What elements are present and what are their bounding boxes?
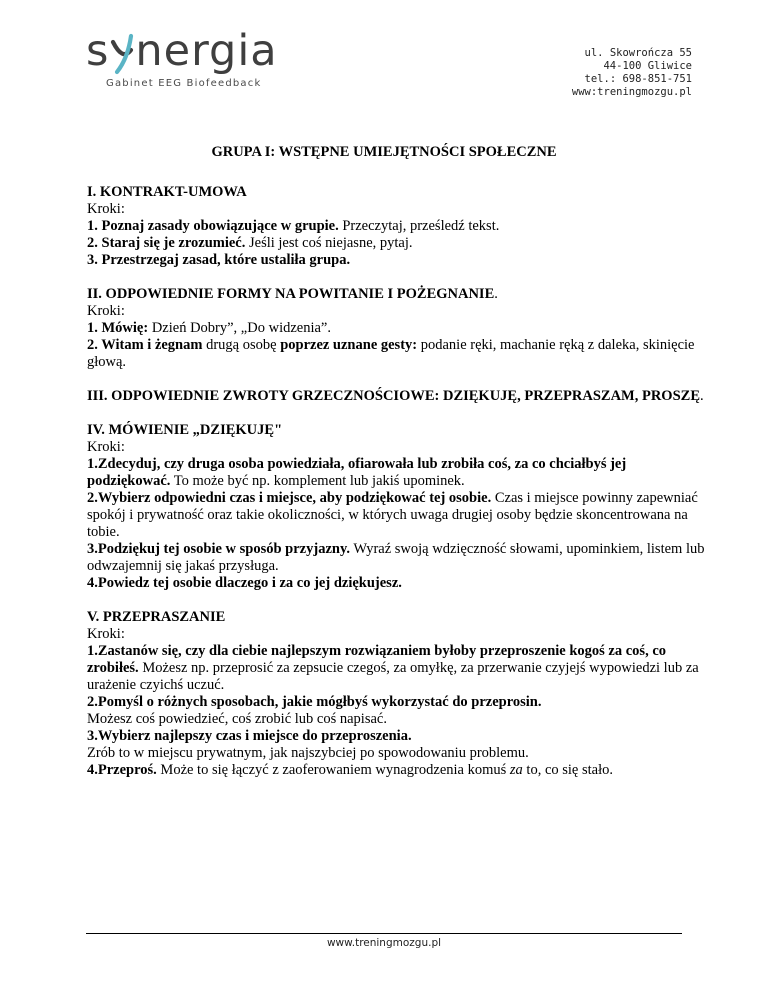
section-heading-line xyxy=(87,286,707,303)
section xyxy=(87,422,707,592)
section-line xyxy=(87,201,707,218)
section xyxy=(87,388,707,405)
phone-number: tel.: 698-851-751 xyxy=(584,73,692,85)
section-line xyxy=(87,541,707,575)
text: Kroki: xyxy=(87,626,125,642)
section-line xyxy=(87,694,707,711)
bold-text: 2.Wybierz odpowiedni czas i miejsce, aby podziękować tej osobie. xyxy=(87,490,492,506)
bold-text: 1. Mówię: xyxy=(87,320,149,336)
bold-text: poprzez uznane gesty: xyxy=(280,337,418,353)
text: Czas i miejsce powinny zapewniać spokój i prywatność oraz takie okoliczności, w których uwaga drugiej osoby będzie skoncentrowana na tobie. xyxy=(87,490,698,540)
document-title: GRUPA I: WSTĘPNE UMIEJĘTNOŚCI SPOŁECZNE xyxy=(211,144,557,160)
text: Kroki: xyxy=(87,201,125,217)
section xyxy=(87,609,707,779)
section-line xyxy=(87,728,707,745)
bold-text: 3.Podziękuj tej osobie w sposób przyjazny. xyxy=(87,541,351,557)
section-line xyxy=(87,762,707,779)
bold-text: 4.Przeproś. xyxy=(87,762,157,778)
text: Przeczytaj, prześledź tekst. xyxy=(338,218,500,234)
bold-text: I. KONTRAKT-UMOWA xyxy=(87,184,247,200)
text: Wyraź swoją wdzięczność słowami, upominkiem, listem lub odwzajemnij się jakaś przysługa. xyxy=(87,541,705,574)
text: Dzień Dobry”, „Do widzenia”. xyxy=(148,320,331,336)
section-line xyxy=(87,252,707,269)
logo-subtitle: Gabinet EEG Biofeedback xyxy=(106,78,262,89)
address-city: 44-100 Gliwice xyxy=(603,60,692,72)
footer-divider xyxy=(86,933,682,934)
section-line xyxy=(87,218,707,235)
text: Zrób to w miejscu prywatnym, jak najszybciej po spowodowaniu problemu. xyxy=(87,745,529,761)
section-line xyxy=(87,711,707,728)
bold-text: V. PRZEPRASZANIE xyxy=(87,609,226,625)
address-street: ul. Skowrończa 55 xyxy=(584,47,692,59)
section-line xyxy=(87,626,707,643)
text: . xyxy=(700,388,704,404)
bold-text: 1.Zastanów się, czy dla ciebie najlepszym rozwiązaniem byłoby przeproszenie kogoś za coś, co zrobiłeś. xyxy=(87,643,667,676)
section-line xyxy=(87,456,707,490)
section-line xyxy=(87,643,707,694)
bold-text: IV. MÓWIENIE „DZIĘKUJĘ" xyxy=(87,422,283,438)
text: Możesz coś powiedzieć, coś zrobić lub coś napisać. xyxy=(87,711,387,727)
section-line xyxy=(87,235,707,252)
section xyxy=(87,184,707,269)
text: . xyxy=(494,286,498,302)
bold-text: 2. Staraj się je zrozumieć. xyxy=(87,235,246,251)
section-line xyxy=(87,439,707,456)
section-heading-line xyxy=(87,609,707,626)
section-line xyxy=(87,320,707,337)
section-heading-line xyxy=(87,388,707,405)
text: Kroki: xyxy=(87,303,125,319)
bold-text: 3. Przestrzegaj zasad, które ustaliła grupa. xyxy=(87,252,351,268)
bold-text: 1.Zdecyduj, czy druga osoba powiedziała, ofiarowała lub zrobiła coś, za co chciałbyś jej podziękować. xyxy=(87,456,627,489)
bold-text: II. ODPOWIEDNIE FORMY NA POWITANIE I POŻEGNANIE xyxy=(87,286,495,302)
bold-text: 4.Powiedz tej osobie dlaczego i za co jej dziękujesz. xyxy=(87,575,402,591)
text: to, co się stało. xyxy=(522,762,614,778)
text: podanie ręki, machanie ręką z daleka, skinięcie głową. xyxy=(87,337,695,370)
website-link[interactable]: www:treningmozgu.pl xyxy=(571,86,692,98)
section xyxy=(87,286,707,371)
bold-text: 2.Pomyśl o różnych sposobach, jakie mógłbyś wykorzystać do przeprosin. xyxy=(87,694,542,710)
section-line xyxy=(87,575,707,592)
bold-text: 1. Poznaj zasady obowiązujące w grupie. xyxy=(87,218,339,234)
bold-text: III. ODPOWIEDNIE ZWROTY GRZECZNOŚCIOWE: DZIĘKUJĘ, PRZEPRASZAM, PROSZĘ xyxy=(87,388,700,404)
text: Kroki: xyxy=(87,439,125,455)
text: za xyxy=(509,762,523,778)
document-body xyxy=(87,184,707,796)
section-line xyxy=(87,337,707,371)
logo-wordmark-rest: nergia xyxy=(135,26,278,76)
footer-website[interactable]: www.treningmozgu.pl xyxy=(326,937,442,949)
section-heading-line xyxy=(87,184,707,201)
logo-wordmark-s: s xyxy=(86,26,110,76)
synergia-logo xyxy=(86,26,286,98)
text: Jeśli jest coś niejasne, pytaj. xyxy=(245,235,413,251)
logo-wave-icon xyxy=(109,28,139,80)
section-line xyxy=(87,303,707,320)
bold-text: 3.Wybierz najlepszy czas i miejsce do przeproszenia. xyxy=(87,728,412,744)
contact-block xyxy=(572,47,692,99)
text: Może to się łączyć z zaoferowaniem wynagrodzenia komuś xyxy=(156,762,510,778)
section-heading-line xyxy=(87,422,707,439)
text: Możesz np. przeprosić za zepsucie czegoś, za omyłkę, za przerwanie czyjejś wypowiedzi lub za urażenie czyichś uczuć. xyxy=(87,660,699,693)
section-line xyxy=(87,745,707,762)
section-line xyxy=(87,490,707,541)
text: To może być np. komplement lub jakiś upominek. xyxy=(170,473,465,489)
bold-text: 2. Witam i żegnam xyxy=(87,337,203,353)
text: drugą osobę xyxy=(202,337,281,353)
